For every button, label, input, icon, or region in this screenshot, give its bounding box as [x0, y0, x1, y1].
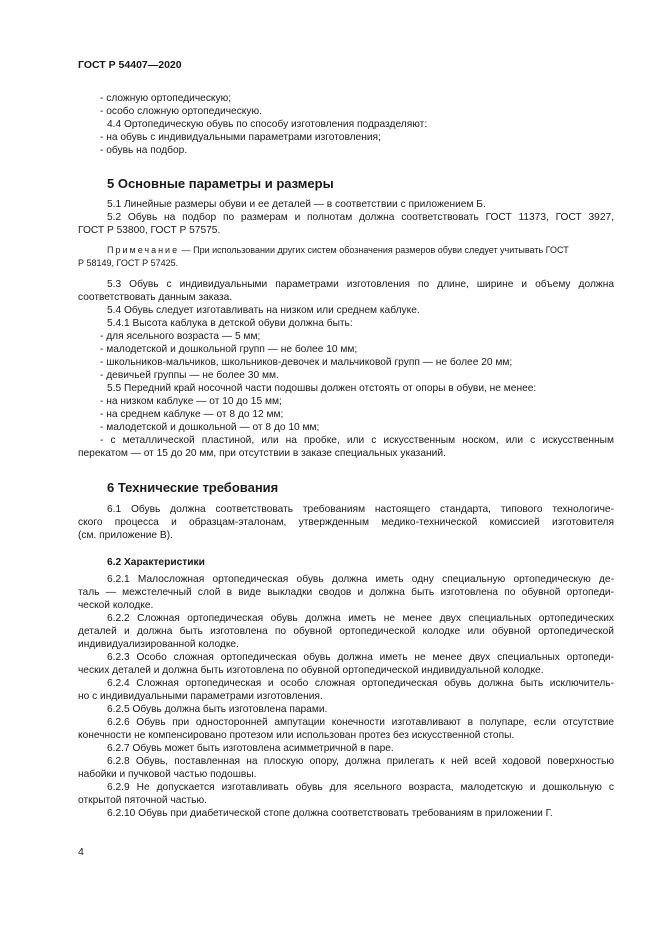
paragraph-6-2-5: 6.2.5 Обувь должна быть изготовлена парами.	[107, 704, 328, 715]
paragraph-6-1-cont: ского процесса и образцам-эталонам, утвержденным медико-технической комиссией изготовителя	[78, 517, 614, 528]
paragraph-6-2-4-cont: но с индивидуальными параметрами изготовления.	[78, 691, 323, 702]
list-item-cont: перекатом — от 15 до 20 мм, при отсутствии в заказе специальных указаний.	[78, 448, 446, 459]
paragraph-6-2-7: 6.2.7 Обувь может быть изготовлена асимметричной в паре.	[107, 743, 394, 754]
paragraph-6-1-cont: (см. приложение В).	[78, 530, 173, 541]
paragraph-5-2: 5.2 Обувь на подбор по размерам и полнотам должна соответствовать ГОСТ 11373, ГОСТ 3927,	[107, 212, 614, 223]
list-item: - школьников-мальчиков, школьников-девочек и мальчиковой групп — не более 20 мм;	[100, 357, 513, 368]
paragraph-6-2-2-cont: деталей и должна быть изготовлена по обувной ортопедической колодке или обувной ортопедической	[78, 626, 614, 637]
paragraph-6-2-8-cont: набойки и пучковой частью подошвы.	[78, 769, 257, 780]
paragraph-6-2-2: 6.2.2 Сложная ортопедическая обувь должна иметь не менее двух специальных ортопедических	[107, 613, 614, 624]
section-6-title: 6 Технические требования	[107, 480, 279, 495]
paragraph-5-3: 5.3 Обувь с индивидуальными параметрами изготовления по длине, ширине и объему должна	[107, 279, 614, 290]
paragraph-6-2-8: 6.2.8 Обувь, поставленная на плоскую опору, должна прилегать к ней всей ходовой поверхностью	[107, 756, 614, 767]
paragraph-6-2-9-cont: открытой пяточной частью.	[78, 795, 207, 806]
list-item: - на низком каблуке — от 10 до 15 мм;	[100, 396, 282, 407]
paragraph-6-2-2-cont: индивидуализированной колодке.	[78, 639, 239, 650]
paragraph-6-2-9: 6.2.9 Не допускается изготавливать обувь для ясельного возраста, малодетскую и дошкольную с	[107, 782, 614, 793]
paragraph: 4.4 Ортопедическую обувь по способу изготовления подразделяют:	[107, 119, 428, 130]
list-item: - с металлической пластиной, или на пробке, или с искусственным носком, или с искусственным	[100, 435, 614, 446]
list-item: - на среднем каблуке — от 8 до 12 мм;	[100, 409, 284, 420]
paragraph-6-2-4: 6.2.4 Сложная ортопедическая и особо сложная ортопедическая обувь должна быть исключитель-	[107, 678, 614, 689]
paragraph-5-4-1: 5.4.1 Высота каблука в детской обуви должна быть:	[107, 318, 353, 329]
paragraph-5-4: 5.4 Обувь следует изготавливать на низком или среднем каблуке.	[107, 305, 420, 316]
note-text: — При использовании других систем обозначения размеров обуви следует учитывать ГОСТ	[179, 245, 569, 255]
list-item: - особо сложную ортопедическую.	[100, 106, 262, 117]
list-item: - обувь на подбор.	[100, 145, 188, 156]
list-item: - для ясельного возраста — 5 мм;	[100, 331, 261, 342]
section-5-title: 5 Основные параметры и размеры	[107, 176, 334, 191]
paragraph-6-2-1-cont: таль — межстелечный слой в виде выкладки сводов и должна быть изготовлена по обувной ортопеди-	[78, 587, 614, 598]
list-item: - на обувь с индивидуальными параметрами изготовления;	[100, 132, 381, 143]
document-header: ГОСТ Р 54407—2020	[78, 59, 182, 71]
list-item: - малодетской и дошкольной — от 8 до 10 мм;	[100, 422, 320, 433]
paragraph-6-2-1-cont: ческой колодке.	[78, 600, 154, 611]
paragraph-6-2-3: 6.2.3 Особо сложная ортопедическая обувь должна иметь не менее двух специальных ортопеди-	[107, 652, 614, 663]
paragraph-6-1: 6.1 Обувь должна соответствовать требованиям настоящего стандарта, типового технологиче-	[107, 504, 614, 515]
paragraph-5-2-cont: ГОСТ Р 53800, ГОСТ Р 57575.	[78, 225, 221, 236]
paragraph-6-2-6-cont: конечности не компенсировано протезом или использован протез без искусственной стопы.	[78, 730, 515, 741]
note-label: Примечание	[107, 245, 180, 255]
subsection-6-2-title: 6.2 Характеристики	[107, 557, 205, 568]
note	[107, 244, 614, 256]
paragraph-6-2-3-cont: ческих деталей и должна быть изготовлена по обувной ортопедической индивидуальной колодке.	[78, 665, 544, 676]
note-cont: Р 58149, ГОСТ Р 57425.	[78, 258, 179, 268]
list-item: - девичьей группы — не более 30 мм.	[100, 370, 279, 381]
list-item: - малодетской и дошкольной групп — не более 10 мм;	[100, 344, 358, 355]
paragraph-6-2-10: 6.2.10 Обувь при диабетической стопе должна соответствовать требованиям в приложении Г.	[107, 808, 553, 819]
paragraph-6-2-1: 6.2.1 Малосложная ортопедическая обувь должна иметь одну специальную ортопедическую де-	[107, 574, 614, 585]
paragraph-5-3-cont: соответствовать данным заказа.	[78, 292, 233, 303]
paragraph-5-1: 5.1 Линейные размеры обуви и ее деталей — в соответствии с приложением Б.	[107, 199, 486, 210]
page-number: 4	[78, 846, 84, 858]
list-item: - сложную ортопедическую;	[100, 93, 232, 104]
paragraph-5-5: 5.5 Передний край носочной части подошвы должен отстоять от опоры в обуви, не менее:	[107, 383, 537, 394]
paragraph-6-2-6: 6.2.6 Обувь при односторонней ампутации конечности изготавливают в полупаре, если отсутствие	[107, 717, 614, 728]
